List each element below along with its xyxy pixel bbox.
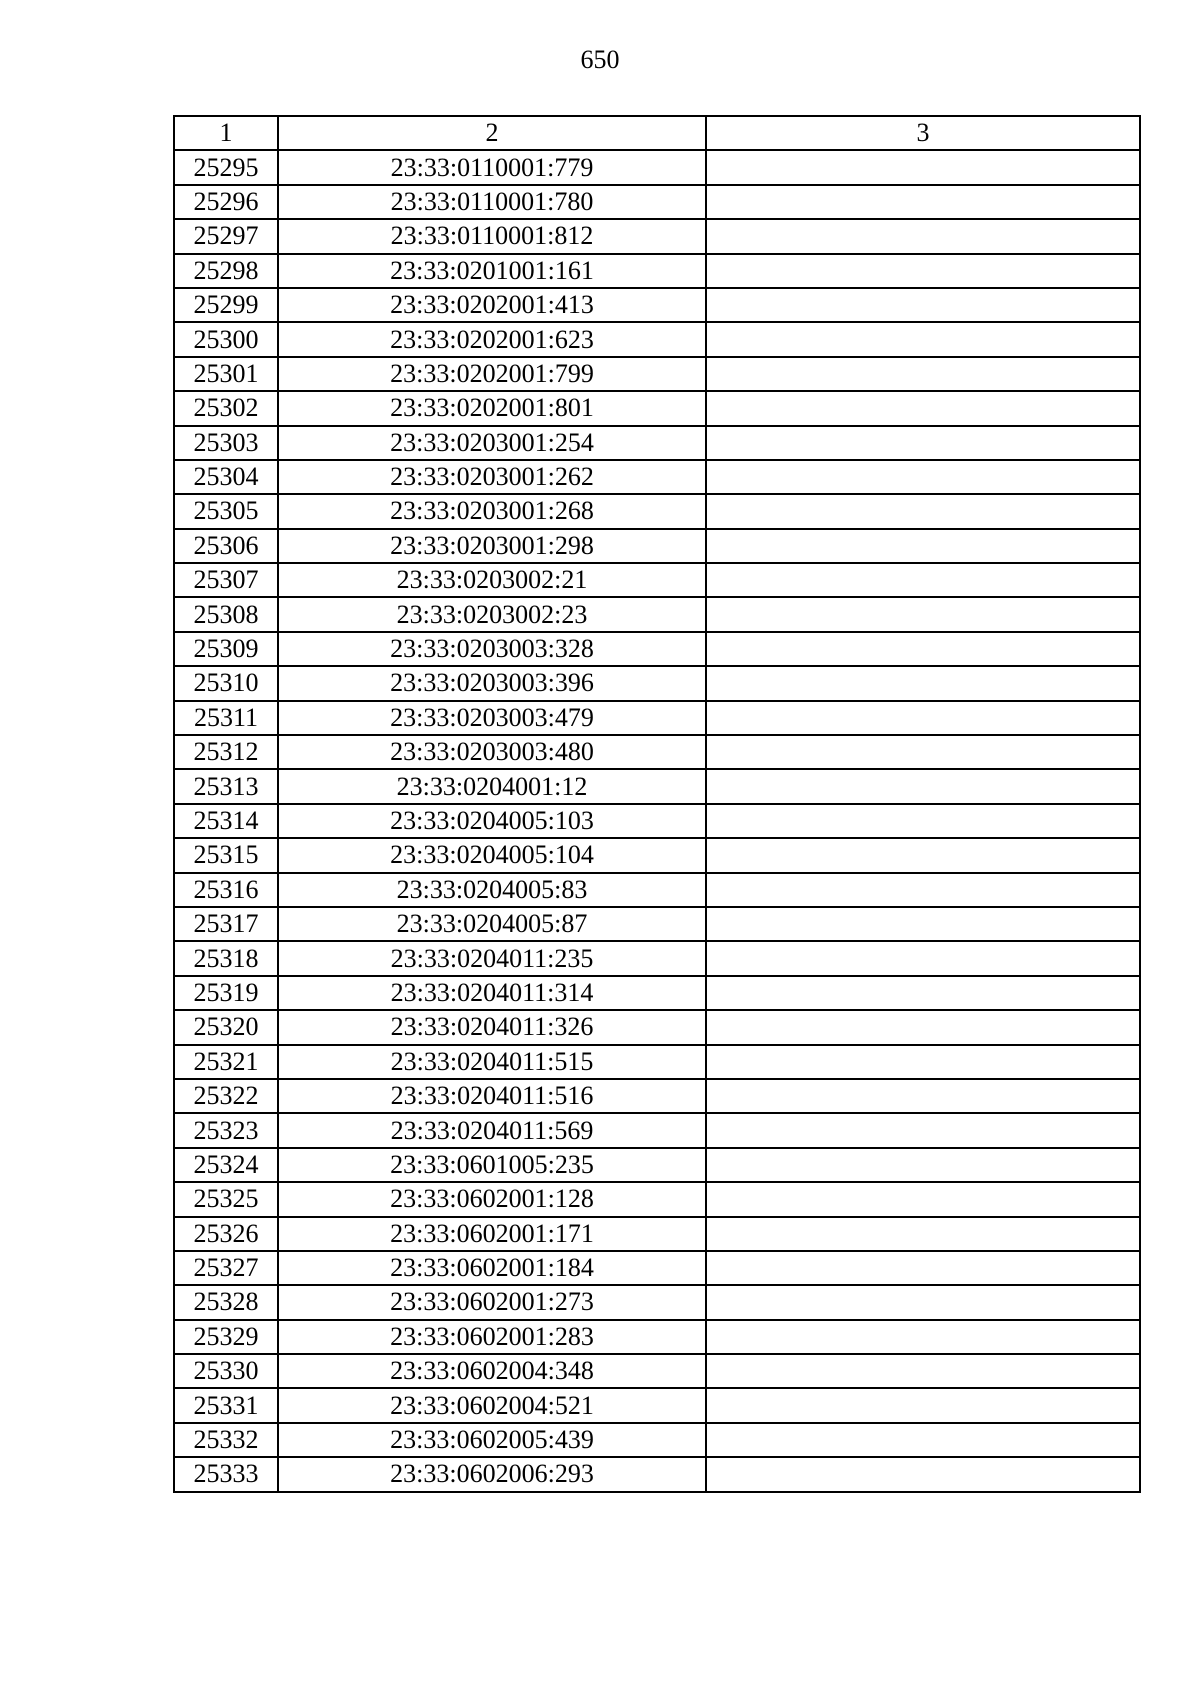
table-row: [174, 1423, 1140, 1457]
note-cell: [706, 150, 1140, 184]
note-cell: [706, 1113, 1140, 1147]
note-cell: [706, 907, 1140, 941]
row-number-cell: 25303: [174, 426, 278, 460]
table-row: [174, 460, 1140, 494]
cadastral-number-cell: 23:33:0203002:23: [278, 597, 706, 631]
cadastral-number-cell: 23:33:0204011:515: [278, 1045, 706, 1079]
table-row: [174, 563, 1140, 597]
row-number-cell: 25324: [174, 1148, 278, 1182]
table-row: [174, 804, 1140, 838]
note-cell: [706, 1354, 1140, 1388]
cadastral-number-cell: 23:33:0110001:780: [278, 185, 706, 219]
table-row: [174, 254, 1140, 288]
cadastral-number-cell: 23:33:0602004:521: [278, 1388, 706, 1422]
table-row: [174, 632, 1140, 666]
header-cell-col2: 2: [278, 116, 706, 150]
note-cell: [706, 1388, 1140, 1422]
table-row: [174, 1251, 1140, 1285]
table-row: [174, 1045, 1140, 1079]
table-row: [174, 391, 1140, 425]
table-row: [174, 1285, 1140, 1319]
cadastral-number-cell: 23:33:0203003:396: [278, 666, 706, 700]
row-number-cell: 25295: [174, 150, 278, 184]
cadastral-number-cell: 23:33:0204005:87: [278, 907, 706, 941]
cadastral-number-cell: 23:33:0110001:779: [278, 150, 706, 184]
cadastral-number-cell: 23:33:0204011:235: [278, 941, 706, 975]
row-number-cell: 25327: [174, 1251, 278, 1285]
table-row: [174, 735, 1140, 769]
note-cell: [706, 1320, 1140, 1354]
cadastral-number-cell: 23:33:0602001:273: [278, 1285, 706, 1319]
note-cell: [706, 426, 1140, 460]
note-cell: [706, 1045, 1140, 1079]
note-cell: [706, 185, 1140, 219]
note-cell: [706, 254, 1140, 288]
table-row: [174, 838, 1140, 872]
cadastral-number-cell: 23:33:0203003:480: [278, 735, 706, 769]
cadastral-number-cell: 23:33:0203003:328: [278, 632, 706, 666]
row-number-cell: 25309: [174, 632, 278, 666]
registry-table: [173, 115, 1141, 1493]
row-number-cell: 25300: [174, 322, 278, 356]
cadastral-number-cell: 23:33:0602005:439: [278, 1423, 706, 1457]
cadastral-number-cell: 23:33:0204005:103: [278, 804, 706, 838]
note-cell: [706, 219, 1140, 253]
row-number-cell: 25297: [174, 219, 278, 253]
cadastral-number-cell: 23:33:0204005:104: [278, 838, 706, 872]
cadastral-number-cell: 23:33:0203002:21: [278, 563, 706, 597]
note-cell: [706, 632, 1140, 666]
table-header: [174, 116, 1140, 150]
row-number-cell: 25323: [174, 1113, 278, 1147]
row-number-cell: 25331: [174, 1388, 278, 1422]
note-cell: [706, 1010, 1140, 1044]
note-cell: [706, 1251, 1140, 1285]
row-number-cell: 25296: [174, 185, 278, 219]
table-row: [174, 288, 1140, 322]
table-row: [174, 597, 1140, 631]
note-cell: [706, 391, 1140, 425]
note-cell: [706, 1079, 1140, 1113]
row-number-cell: 25320: [174, 1010, 278, 1044]
cadastral-number-cell: 23:33:0202001:413: [278, 288, 706, 322]
cadastral-number-cell: 23:33:0202001:799: [278, 357, 706, 391]
row-number-cell: 25305: [174, 494, 278, 528]
note-cell: [706, 597, 1140, 631]
header-cell-col1: 1: [174, 116, 278, 150]
note-cell: [706, 1457, 1140, 1491]
table-row: [174, 1457, 1140, 1491]
note-cell: [706, 838, 1140, 872]
row-number-cell: 25329: [174, 1320, 278, 1354]
table-row: [174, 769, 1140, 803]
note-cell: [706, 563, 1140, 597]
note-cell: [706, 804, 1140, 838]
row-number-cell: 25319: [174, 976, 278, 1010]
table-row: [174, 150, 1140, 184]
row-number-cell: 25308: [174, 597, 278, 631]
row-number-cell: 25330: [174, 1354, 278, 1388]
table-row: [174, 529, 1140, 563]
cadastral-number-cell: 23:33:0602001:283: [278, 1320, 706, 1354]
note-cell: [706, 701, 1140, 735]
row-number-cell: 25314: [174, 804, 278, 838]
cadastral-number-cell: 23:33:0203003:479: [278, 701, 706, 735]
note-cell: [706, 873, 1140, 907]
table-row: [174, 941, 1140, 975]
cadastral-number-cell: 23:33:0202001:623: [278, 322, 706, 356]
table-row: [174, 873, 1140, 907]
row-number-cell: 25307: [174, 563, 278, 597]
row-number-cell: 25321: [174, 1045, 278, 1079]
note-cell: [706, 288, 1140, 322]
note-cell: [706, 460, 1140, 494]
row-number-cell: 25317: [174, 907, 278, 941]
cadastral-number-cell: 23:33:0204011:569: [278, 1113, 706, 1147]
table-row: [174, 1320, 1140, 1354]
note-cell: [706, 976, 1140, 1010]
row-number-cell: 25311: [174, 701, 278, 735]
table-row: [174, 1079, 1140, 1113]
table-row: [174, 219, 1140, 253]
note-cell: [706, 941, 1140, 975]
row-number-cell: 25322: [174, 1079, 278, 1113]
cadastral-number-cell: 23:33:0204011:314: [278, 976, 706, 1010]
table-row: [174, 322, 1140, 356]
cadastral-number-cell: 23:33:0203001:268: [278, 494, 706, 528]
note-cell: [706, 1285, 1140, 1319]
row-number-cell: 25326: [174, 1217, 278, 1251]
row-number-cell: 25333: [174, 1457, 278, 1491]
row-number-cell: 25301: [174, 357, 278, 391]
cadastral-number-cell: 23:33:0204001:12: [278, 769, 706, 803]
row-number-cell: 25298: [174, 254, 278, 288]
cadastral-number-cell: 23:33:0203001:262: [278, 460, 706, 494]
cadastral-number-cell: 23:33:0204005:83: [278, 873, 706, 907]
row-number-cell: 25318: [174, 941, 278, 975]
header-cell-col3: 3: [706, 116, 1140, 150]
note-cell: [706, 769, 1140, 803]
row-number-cell: 25310: [174, 666, 278, 700]
note-cell: [706, 1148, 1140, 1182]
note-cell: [706, 666, 1140, 700]
note-cell: [706, 1217, 1140, 1251]
note-cell: [706, 1423, 1140, 1457]
cadastral-number-cell: 23:33:0204011:326: [278, 1010, 706, 1044]
table-row: [174, 1113, 1140, 1147]
row-number-cell: 25315: [174, 838, 278, 872]
cadastral-number-cell: 23:33:0602001:171: [278, 1217, 706, 1251]
row-number-cell: 25306: [174, 529, 278, 563]
table-row: [174, 1010, 1140, 1044]
cadastral-number-cell: 23:33:0202001:801: [278, 391, 706, 425]
note-cell: [706, 1182, 1140, 1216]
row-number-cell: 25299: [174, 288, 278, 322]
cadastral-number-cell: 23:33:0602001:128: [278, 1182, 706, 1216]
row-number-cell: 25332: [174, 1423, 278, 1457]
page-number: 650: [580, 45, 620, 74]
row-number-cell: 25313: [174, 769, 278, 803]
cadastral-number-cell: 23:33:0203001:254: [278, 426, 706, 460]
cadastral-number-cell: 23:33:0602006:293: [278, 1457, 706, 1491]
note-cell: [706, 735, 1140, 769]
cadastral-number-cell: 23:33:0110001:812: [278, 219, 706, 253]
table-body: [174, 150, 1140, 1491]
row-number-cell: 25328: [174, 1285, 278, 1319]
note-cell: [706, 322, 1140, 356]
table-row: [174, 701, 1140, 735]
table-row: [174, 357, 1140, 391]
table-row: [174, 494, 1140, 528]
row-number-cell: 25325: [174, 1182, 278, 1216]
table-row: [174, 1148, 1140, 1182]
cadastral-number-cell: 23:33:0204011:516: [278, 1079, 706, 1113]
table-row: [174, 1388, 1140, 1422]
table-row: [174, 1217, 1140, 1251]
note-cell: [706, 494, 1140, 528]
table-row: [174, 666, 1140, 700]
row-number-cell: 25304: [174, 460, 278, 494]
note-cell: [706, 357, 1140, 391]
table-row: [174, 1182, 1140, 1216]
table-row: [174, 976, 1140, 1010]
row-number-cell: 25302: [174, 391, 278, 425]
row-number-cell: 25312: [174, 735, 278, 769]
cadastral-number-cell: 23:33:0602001:184: [278, 1251, 706, 1285]
cadastral-number-cell: 23:33:0201001:161: [278, 254, 706, 288]
cadastral-number-cell: 23:33:0601005:235: [278, 1148, 706, 1182]
table-row: [174, 907, 1140, 941]
header-row: [174, 116, 1140, 150]
table-row: [174, 426, 1140, 460]
cadastral-number-cell: 23:33:0203001:298: [278, 529, 706, 563]
table-row: [174, 185, 1140, 219]
cadastral-number-cell: 23:33:0602004:348: [278, 1354, 706, 1388]
row-number-cell: 25316: [174, 873, 278, 907]
table-row: [174, 1354, 1140, 1388]
note-cell: [706, 529, 1140, 563]
